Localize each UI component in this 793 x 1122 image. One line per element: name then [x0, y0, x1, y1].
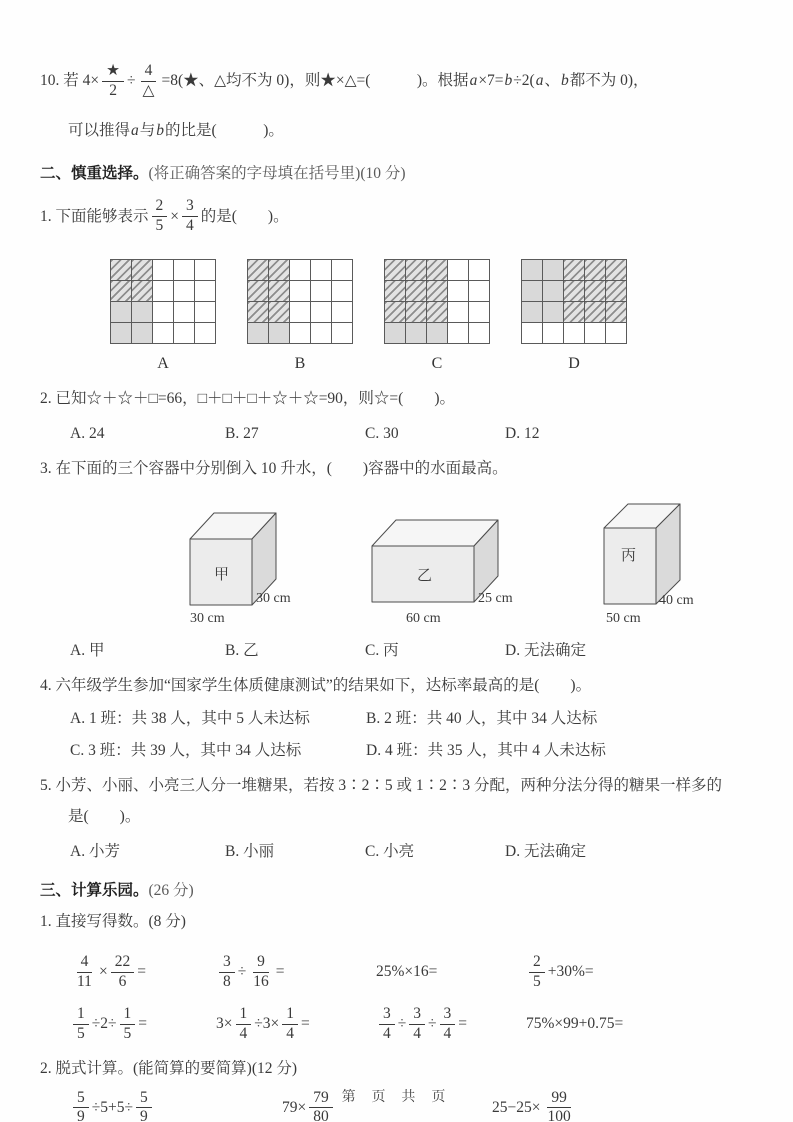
grid-cell [584, 259, 605, 280]
grid-b-label: B [294, 355, 306, 373]
container-yi-bottom-dimension: 60 cm [406, 611, 441, 626]
grid-cell [521, 280, 542, 301]
question-5-line1: 5. 小芳、小丽、小亮三人分一堆糖果，若按 3∶2∶5 或 1∶2∶3 分配，两种分法分得的糖果一样多的 [40, 777, 723, 794]
grid-cell [289, 301, 310, 322]
grid-cell [584, 280, 605, 301]
section-3-heading [40, 879, 755, 902]
grid-cell [331, 322, 352, 343]
grid-cell [542, 301, 563, 322]
grid-cell [468, 322, 489, 343]
question-3: 3. 在下面的三个容器中分别倒入 10 升水，( )容器中的水面最高。 [40, 459, 508, 477]
question-4: 4. 六年级学生参加“国家学生体质健康测试”的结果如下，达标率最高的是( )。 [40, 677, 592, 695]
container-jia-bottom-dimension: 30 cm [190, 611, 225, 626]
grid-cell [542, 280, 563, 301]
grid-cell [247, 322, 268, 343]
grid-cell [110, 322, 131, 343]
grid-cell [289, 322, 310, 343]
grid-option-a [110, 259, 216, 373]
container-yi-side-dimension: 25 cm [478, 591, 513, 606]
grid-cell [563, 280, 584, 301]
grid-cell [447, 280, 468, 301]
calc-expression: 25−25× $\frac{99}{100}$ [492, 1088, 571, 1122]
calc-expression: 25%×16= [376, 963, 438, 981]
section-2-title: 二、慎重选择。 [40, 165, 149, 182]
grid-cell [152, 259, 173, 280]
grid-cell [268, 301, 289, 322]
grid-cell [110, 301, 131, 322]
grid-cell [194, 322, 215, 343]
grid-cell [331, 259, 352, 280]
q3-option-c: C. 丙 [365, 642, 399, 659]
calc-expression: $\frac{4}{11}$ × $\frac{22}{6}$ = [77, 953, 146, 990]
section-3-title: 三、计算乐园。 [40, 881, 149, 899]
grid-cell [131, 322, 152, 343]
grid-cell [405, 259, 426, 280]
grid-cell [110, 280, 131, 301]
grid-cell [247, 301, 268, 322]
grid-cell [310, 301, 331, 322]
grid-cell [405, 301, 426, 322]
calc-expression: 79× $\frac{79}{80}$ [282, 1085, 492, 1122]
grid-cell [331, 280, 352, 301]
calc-expression: $\frac{1}{5}$ ÷2÷ $\frac{1}{5}$ = [70, 1001, 216, 1047]
q2-option-c: C. 30 [365, 424, 399, 442]
grid-cell [563, 259, 584, 280]
grid-c-label: C [431, 355, 443, 373]
container-bing-bottom-dimension: 50 cm [606, 611, 641, 626]
q5-option-a: A. 小芳 [70, 842, 120, 860]
grid-option-c [384, 259, 490, 373]
grid-cell [521, 259, 542, 280]
grid-c-diagram [384, 259, 490, 344]
question-3-options [40, 639, 755, 662]
grid-a-label: A [157, 355, 169, 373]
q4-option-a: A. 1 班：共 38 人，其中 5 人未达标 [70, 709, 310, 727]
grid-cell [426, 259, 447, 280]
grid-cell [289, 259, 310, 280]
grid-cell [131, 259, 152, 280]
container-bing-name: 丙 [621, 548, 637, 564]
calc-expression: 75%×99+0.75= [526, 1015, 624, 1033]
q5-option-b: B. 小丽 [225, 842, 275, 860]
grid-cell [173, 280, 194, 301]
grid-cell [521, 301, 542, 322]
grid-cell [468, 259, 489, 280]
grid-cell [605, 322, 626, 343]
grid-cell [563, 322, 584, 343]
grid-option-d [521, 259, 627, 373]
grid-b-diagram [247, 259, 353, 344]
q3-option-d: D. 无法确定 [505, 642, 586, 659]
grid-cell [173, 322, 194, 343]
grid-cell [384, 301, 405, 322]
grid-cell [468, 301, 489, 322]
grid-cell [426, 301, 447, 322]
page-footer: 第 页 共 页 [341, 1088, 452, 1104]
question-4-options-row2 [40, 739, 755, 762]
calc-expression: $\frac{3}{8}$ ÷ $\frac{9}{16}$ = [216, 949, 376, 995]
grid-cell [447, 322, 468, 343]
section-3-note: (26 分) [148, 881, 194, 899]
grid-cell [384, 322, 405, 343]
question-10-line1: 10. 若 4× $\frac{★}{2}$ ÷ $\frac{4}{\triangle}$ =8(★、△均不为 0)，则★×△=( )。根据 a ×7= b ÷2( a 、 b 都不为 0)， [40, 62, 649, 99]
grid-cell [605, 301, 626, 322]
grid-cell [194, 301, 215, 322]
question-10-line2: 可以推得 a 与 b 的比是( )。 [68, 122, 284, 140]
section-2-heading [40, 162, 755, 185]
grid-cell [521, 322, 542, 343]
grid-cell [268, 322, 289, 343]
calc-direct-row1 [40, 949, 755, 995]
container-yi-name: 乙 [417, 568, 433, 584]
grid-cell [468, 280, 489, 301]
question-5-options [40, 840, 755, 863]
container-jia-name: 甲 [214, 567, 230, 583]
grid-cell [173, 301, 194, 322]
q3-option-b: B. 乙 [225, 642, 259, 659]
grid-cell [152, 322, 173, 343]
grid-cell [268, 259, 289, 280]
calc-expression: $\frac{5}{9}$ ÷5+5÷ $\frac{5}{9}$ [70, 1085, 282, 1122]
grid-cell [289, 280, 310, 301]
grid-cell [405, 280, 426, 301]
question-5-line2: 是( )。 [68, 808, 141, 826]
q2-option-a: A. 24 [70, 424, 105, 442]
grid-cell [542, 259, 563, 280]
grid-cell [152, 280, 173, 301]
calc-direct-row2 [40, 1001, 755, 1047]
q4-option-d: D. 4 班：共 35 人，其中 4 人未达标 [366, 741, 606, 759]
q3-option-a: A. 甲 [70, 642, 105, 659]
q2-option-b: B. 27 [225, 424, 259, 442]
grid-d-label: D [568, 355, 580, 373]
grid-d-diagram [521, 259, 627, 344]
question-1: 1. 下面能够表示 $\frac{2}{5}$ × $\frac{3}{4}$ 的是( )。 [40, 197, 289, 234]
question-4-options-row1 [40, 707, 755, 730]
grid-cell [310, 259, 331, 280]
calc-expression: $\frac{3}{4}$ ÷ $\frac{3}{4}$ ÷ $\frac{3}{4}$ = [376, 1001, 526, 1047]
grid-cell [173, 259, 194, 280]
question-3-container-diagrams [40, 494, 755, 627]
grid-cell [247, 280, 268, 301]
grid-a-diagram [110, 259, 216, 344]
grid-cell [426, 322, 447, 343]
grid-cell [331, 301, 352, 322]
calc-stepwise-heading: 2. 脱式计算。(能简算的要简算)(12 分) [40, 1060, 298, 1078]
grid-cell [152, 301, 173, 322]
grid-cell [584, 301, 605, 322]
grid-cell [194, 280, 215, 301]
grid-option-b [247, 259, 353, 373]
grid-cell [584, 322, 605, 343]
container-jia-diagram [180, 499, 330, 627]
calc-expression: 3× $\frac{1}{4}$ ÷3× $\frac{1}{4}$ = [216, 1005, 310, 1042]
q5-option-d: D. 无法确定 [505, 842, 586, 860]
q2-option-d: D. 12 [505, 424, 540, 442]
grid-cell [426, 280, 447, 301]
question-1-answer-grids [40, 259, 755, 373]
grid-cell [310, 280, 331, 301]
grid-cell [563, 301, 584, 322]
question-2-options [40, 422, 755, 445]
grid-cell [131, 280, 152, 301]
grid-cell [384, 280, 405, 301]
grid-cell [447, 259, 468, 280]
grid-cell [405, 322, 426, 343]
question-2: 2. 已知☆＋☆＋□=66，□＋□＋□＋☆＋☆=90，则☆=( )。 [40, 390, 455, 408]
container-yi-diagram [362, 510, 562, 627]
calc-expression: $\frac{2}{5}$ +30%= [526, 949, 594, 995]
container-jia-side-dimension: 30 cm [256, 591, 291, 606]
q5-option-c: C. 小亮 [365, 842, 415, 860]
q4-option-c: C. 3 班：共 39 人，其中 34 人达标 [70, 741, 302, 759]
grid-cell [310, 322, 331, 343]
grid-cell [605, 259, 626, 280]
grid-cell [268, 280, 289, 301]
grid-cell [110, 259, 131, 280]
grid-cell [194, 259, 215, 280]
q4-option-b: B. 2 班：共 40 人，其中 34 人达标 [366, 709, 598, 727]
grid-cell [247, 259, 268, 280]
container-bing-diagram [594, 494, 739, 627]
grid-cell [384, 259, 405, 280]
grid-cell [605, 280, 626, 301]
grid-cell [131, 301, 152, 322]
section-2-note: (将正确答案的字母填在括号里)(10 分) [148, 165, 406, 182]
grid-cell [447, 301, 468, 322]
container-bing-side-dimension: 40 cm [659, 593, 694, 608]
grid-cell [542, 322, 563, 343]
calc-direct-heading: 1. 直接写得数。(8 分) [40, 913, 186, 930]
